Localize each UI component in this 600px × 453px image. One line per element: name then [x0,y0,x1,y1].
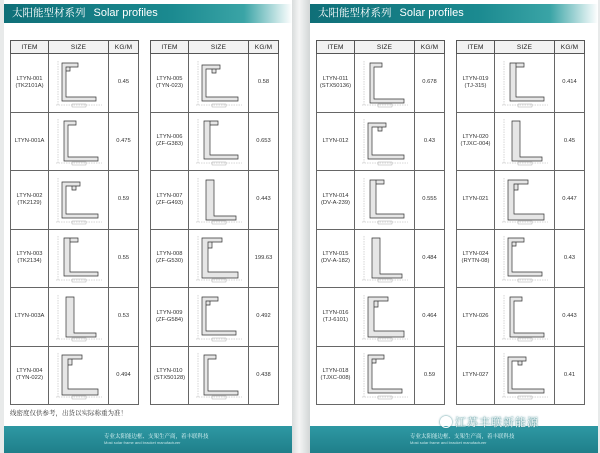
item-cell [317,288,355,347]
item-code: LTYN-003A [14,313,45,320]
header-size: SIZE [495,41,555,54]
profile-drawing [49,54,109,113]
binding-gutter [292,0,310,453]
table-row [11,171,139,230]
profile-table [10,40,139,405]
profile-drawing [355,171,415,230]
table-row [11,346,139,405]
item-code: LTYN-026 [462,313,489,320]
item-code: LTYN-009 [156,309,183,316]
header-size: SIZE [49,41,109,54]
profile-drawing [495,288,555,347]
table-row [151,171,279,230]
profile-table [150,40,279,405]
item-cell [11,346,49,405]
item-alias: (STX50128) [153,375,186,382]
weight-cell: 0.475 [109,112,139,171]
table-row [317,171,445,230]
item-code: LTYN-021 [462,196,489,203]
header-size: SIZE [189,41,249,54]
table-row [457,112,585,171]
profile-drawing [495,54,555,113]
table-row [317,229,445,288]
item-alias: (TJ-6101) [322,316,349,323]
weight-cell: 0.555 [415,171,445,230]
profile-drawing [355,346,415,405]
item-cell [317,112,355,171]
header-kgm: KG/M [109,41,139,54]
profile-drawing [189,229,249,288]
profile-drawing [189,346,249,405]
table-row [317,54,445,113]
weight-cell: 0.59 [415,346,445,405]
item-cell [457,171,495,230]
item-code: LTYN-010 [156,368,183,375]
weight-cell: 0.464 [415,288,445,347]
item-alias: (RYTN-08) [461,258,490,265]
weight-cell: 0.494 [109,346,139,405]
item-cell [151,112,189,171]
profile-drawing [49,171,109,230]
weight-cell: 0.59 [109,171,139,230]
item-cell [151,288,189,347]
weight-cell: 0.53 [109,288,139,347]
item-cell [151,54,189,113]
item-alias: (DV-A-239) [321,199,350,206]
table-row [317,346,445,405]
item-alias: (TK2129) [17,199,42,206]
item-code: LTYN-018 [322,368,349,375]
header-title-en: Solar profiles [399,7,464,19]
item-cell [151,171,189,230]
weight-cell: 0.438 [249,346,279,405]
table-row [11,288,139,347]
item-cell [151,229,189,288]
item-code: LTYN-002 [16,192,43,199]
item-cell [317,346,355,405]
wechat-icon [440,416,452,428]
table-row [457,229,585,288]
item-cell [317,54,355,113]
weight-cell: 0.58 [249,54,279,113]
profile-drawing [355,288,415,347]
item-cell [11,288,49,347]
footer-slogan: 专业太阳能边框、支架生产商，着丰联科技 [104,434,209,440]
profile-drawing [355,112,415,171]
profile-drawing [189,288,249,347]
weight-cell: 0.653 [249,112,279,171]
item-code: LTYN-008 [156,251,183,258]
weight-cell: 0.55 [109,229,139,288]
profile-drawing [189,171,249,230]
item-cell [11,171,49,230]
page-footer [4,426,292,453]
table-row [151,229,279,288]
density-note: 线密度仅供参考，出货以实际称重为准！ [10,409,127,417]
watermark-text: 江苏丰联新能源 [455,416,539,429]
item-cell [317,171,355,230]
item-code: LTYN-004 [16,368,43,375]
item-cell [11,54,49,113]
profile-drawing [495,112,555,171]
page-footer [310,426,598,453]
item-code: LTYN-016 [322,309,349,316]
item-cell [457,112,495,171]
item-code: LTYN-001 [16,75,43,82]
item-alias: (DV-A-182) [321,258,350,265]
item-code: LTYN-001A [14,137,45,144]
item-code: LTYN-003 [16,251,43,258]
weight-cell: 199.63 [249,229,279,288]
weight-cell: 0.484 [415,229,445,288]
item-alias: (TJXC-008) [320,375,351,382]
catalog-page-right [310,0,598,453]
profile-drawing [49,112,109,171]
item-code: LTYN-027 [462,371,489,378]
weight-cell: 0.43 [555,229,585,288]
item-cell [457,346,495,405]
weight-cell: 0.41 [555,346,585,405]
weight-cell: 0.447 [555,171,585,230]
item-cell [11,112,49,171]
header-fade [550,4,598,23]
item-code: LTYN-020 [462,134,489,141]
item-code: LTYN-012 [322,137,349,144]
wechat-watermark [440,414,539,430]
profile-table [316,40,445,405]
profile-table [456,40,585,405]
item-alias: (TYN-023) [155,82,184,89]
header-title-cn: 太阳能型材系列 [318,7,392,19]
item-cell [151,346,189,405]
item-alias: (STX50136) [319,82,352,89]
table-row [11,54,139,113]
item-cell [317,229,355,288]
table-row [11,112,139,171]
item-code: LTYN-014 [322,192,349,199]
table-row [317,288,445,347]
profile-drawing [495,171,555,230]
weight-cell: 0.45 [555,112,585,171]
item-alias: (TK2134) [17,258,42,265]
item-code: LTYN-024 [462,251,489,258]
weight-cell: 0.443 [555,288,585,347]
profile-drawing [49,288,109,347]
footer-slogan-en: Most solar frame and bracket manufacturer [410,440,487,445]
item-cell [457,288,495,347]
weight-cell: 0.45 [109,54,139,113]
header-kgm: KG/M [415,41,445,54]
item-alias: (TJ-315) [464,82,487,89]
item-code: LTYN-011 [322,75,349,82]
profile-drawing [495,229,555,288]
item-cell [457,229,495,288]
weight-cell: 0.414 [555,54,585,113]
item-alias: (ZF-G383) [155,141,184,148]
item-alias: (ZF-G530) [155,258,184,265]
section-header [310,4,550,23]
footer-slogan-en: Most solar frame and bracket manufacturer [104,440,181,445]
item-alias: (ZF-G584) [155,316,184,323]
weight-cell: 0.43 [415,112,445,171]
header-item: ITEM [457,41,495,54]
header-item: ITEM [151,41,189,54]
header-kgm: KG/M [249,41,279,54]
item-code: LTYN-006 [156,134,183,141]
section-header [4,4,244,23]
item-alias: (TK2101A) [15,82,44,89]
item-alias: (ZF-G493) [155,199,184,206]
table-row [151,288,279,347]
table-row [151,54,279,113]
profile-drawing [495,346,555,405]
catalog-page-left [4,0,292,453]
item-code: LTYN-005 [156,75,183,82]
profile-drawing [189,54,249,113]
item-code: LTYN-007 [156,192,183,199]
item-alias: (TYN-022) [15,375,44,382]
header-kgm: KG/M [555,41,585,54]
footer-slogan: 专业太阳能边框、支架生产商，着丰联科技 [410,434,515,440]
header-item: ITEM [11,41,49,54]
table-row [151,346,279,405]
profile-drawing [355,229,415,288]
weight-cell: 0.492 [249,288,279,347]
item-code: LTYN-015 [322,251,349,258]
item-alias: (TJXC-004) [460,141,491,148]
header-title-cn: 太阳能型材系列 [12,7,86,19]
table-row [457,171,585,230]
item-code: LTYN-019 [462,75,489,82]
weight-cell: 0.678 [415,54,445,113]
header-title-en: Solar profiles [93,7,158,19]
profile-drawing [49,229,109,288]
table-row [11,229,139,288]
table-row [151,112,279,171]
header-fade [244,4,292,23]
header-item: ITEM [317,41,355,54]
table-row [457,346,585,405]
weight-cell: 0.443 [249,171,279,230]
header-size: SIZE [355,41,415,54]
item-cell [11,229,49,288]
table-row [457,288,585,347]
table-row [317,112,445,171]
table-row [457,54,585,113]
profile-drawing [49,346,109,405]
item-cell [457,54,495,113]
profile-drawing [355,54,415,113]
profile-drawing [189,112,249,171]
